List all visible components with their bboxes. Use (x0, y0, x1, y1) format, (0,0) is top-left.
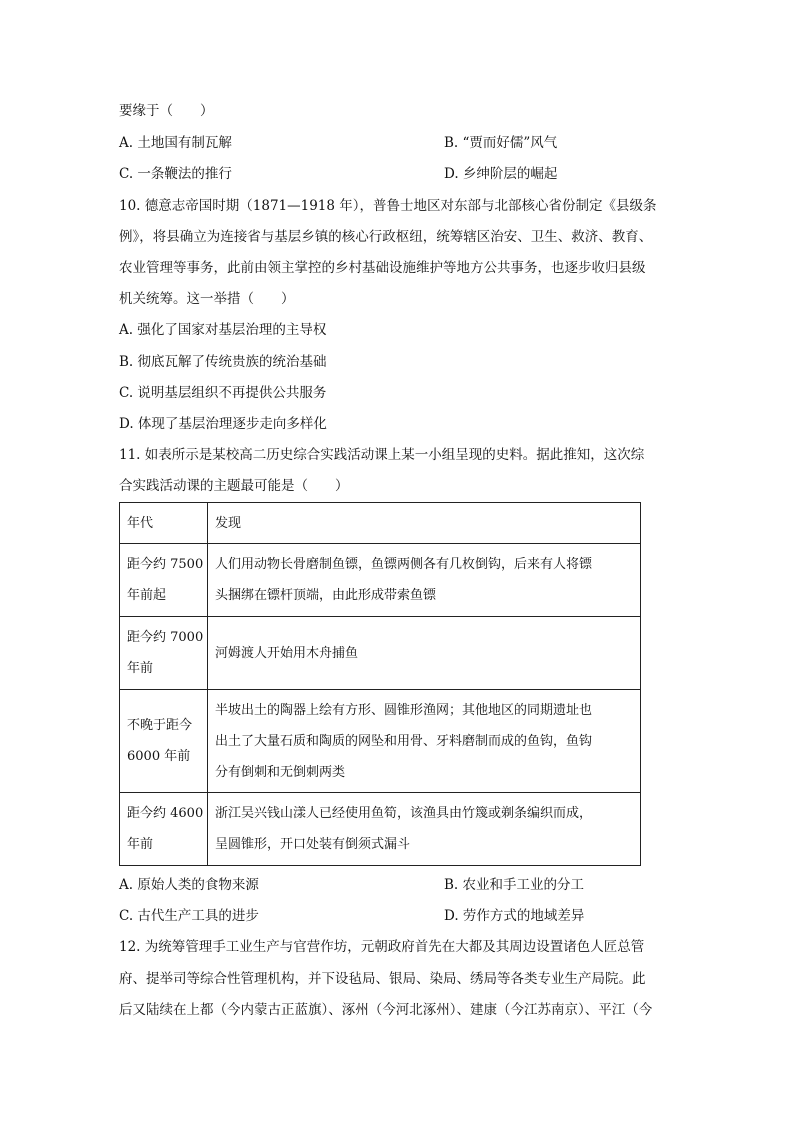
q10-stem-line-3: 农业管理等事务，此前由领主掌控的乡村基础设施维护等地方公共事务，也逐步收归县级 (119, 260, 646, 276)
era-line: 距今约 4600 (127, 806, 204, 821)
finding-line: 头捆绑在镖杆顶端，由此形成带索鱼镖 (215, 588, 437, 603)
header-era: 年代 (120, 503, 208, 544)
q12-stem-line-2: 府、提举司等综合性管理机构，并下设毡局、银局、染局、绣局等各类专业生产局院。此 (119, 971, 646, 987)
era-cell (120, 793, 208, 866)
finding-cell (208, 544, 641, 617)
finding-cell (208, 617, 641, 690)
era-cell (120, 544, 208, 617)
table-row (120, 617, 641, 690)
table-row (120, 690, 641, 793)
finding-line: 呈圆锥形，开口处装有倒须式漏斗 (215, 837, 411, 852)
q10-option-d: D. 体现了基层治理逐步走向多样化 (119, 416, 327, 432)
era-line: 距今约 7000 (127, 630, 204, 645)
era-line: 年前 (127, 837, 154, 852)
q10-option-b: B. 彻底瓦解了传统贵族的统治基础 (119, 354, 327, 370)
q11-stem-line-1: 11. 如表所示是某校高二历史综合实践活动课上某一小组呈现的史料。据此推知，这次综 (119, 447, 645, 463)
finding-line: 河姆渡人开始用木舟捕鱼 (215, 645, 359, 661)
q10-option-c: C. 说明基层组织不再提供公共服务 (119, 385, 327, 401)
era-line: 6000 年前 (127, 749, 191, 764)
era-cell (120, 617, 208, 690)
finding-cell (208, 690, 641, 793)
q10-stem-line-1: 10. 德意志帝国时期（1871—1918 年），普鲁士地区对东部与北部核心省份制定《县级条 (119, 198, 657, 214)
finding-line: 出土了大量石质和陶质的网坠和用骨、牙料磨制而成的鱼钩，鱼钩 (215, 733, 593, 749)
table-header-row (120, 503, 641, 544)
era-line: 不晚于距今 (127, 718, 193, 733)
table-row (120, 793, 641, 866)
table-row (120, 544, 641, 617)
finding-line: 人们用动物长骨磨制鱼镖，鱼镖两侧各有几枚倒钩，后来有人将镖 (215, 557, 593, 572)
header-finding: 发现 (208, 503, 641, 544)
q11-option-c: C. 古代生产工具的进步 (119, 908, 259, 924)
finding-line: 半坡出土的陶器上绘有方形、圆锥形渔网；其他地区的同期遗址也 (215, 702, 593, 718)
q10-option-a: A. 强化了国家对基层治理的主导权 (119, 322, 327, 338)
era-line: 年前起 (127, 588, 167, 603)
q11-option-d: D. 劳作方式的地域差异 (444, 908, 585, 924)
q11-stem-line-2: 合实践活动课的主题最可能是（ ） (119, 478, 349, 494)
q10-stem-line-4: 机关统筹。这一举措（ ） (119, 291, 295, 307)
finding-line: 浙江吴兴钱山漾人已经使用鱼筍，该渔具由竹篾或剃条编织而成， (215, 806, 593, 821)
q12-stem-line-3: 后又陆续在上都（今内蒙古正蓝旗）、涿州（今河北涿州）、建康（今江苏南京）、平江（今 (119, 1002, 653, 1018)
finding-line: 分有倒刺和无倒刺两类 (215, 764, 346, 780)
q11-option-a: A. 原始人类的食物来源 (119, 877, 259, 893)
q9-option-a: A. 土地国有制瓦解 (119, 135, 232, 151)
era-line: 年前 (127, 661, 154, 676)
finding-cell (208, 793, 641, 866)
q9-stem-tail: 要缘于（ ） (119, 103, 214, 119)
q9-option-b: B. “贾而好儒”风气 (444, 135, 558, 151)
q9-option-c: C. 一条鞭法的推行 (119, 166, 232, 182)
q11-option-b: B. 农业和手工业的分工 (444, 877, 585, 893)
history-sources-table (119, 502, 641, 866)
q12-stem-line-1: 12. 为统筹管理手工业生产与官营作坊，元朝政府首先在大都及其周边设置诸色人匠总管 (119, 939, 645, 955)
era-cell (120, 690, 208, 793)
q9-option-d: D. 乡绅阶层的崛起 (444, 166, 558, 182)
q10-stem-line-2: 例》，将县确立为连接省与基层乡镇的核心行政枢纽，统筹辖区治安、卫生、救济、教育、 (119, 229, 653, 245)
era-line: 距今约 7500 (127, 557, 204, 572)
